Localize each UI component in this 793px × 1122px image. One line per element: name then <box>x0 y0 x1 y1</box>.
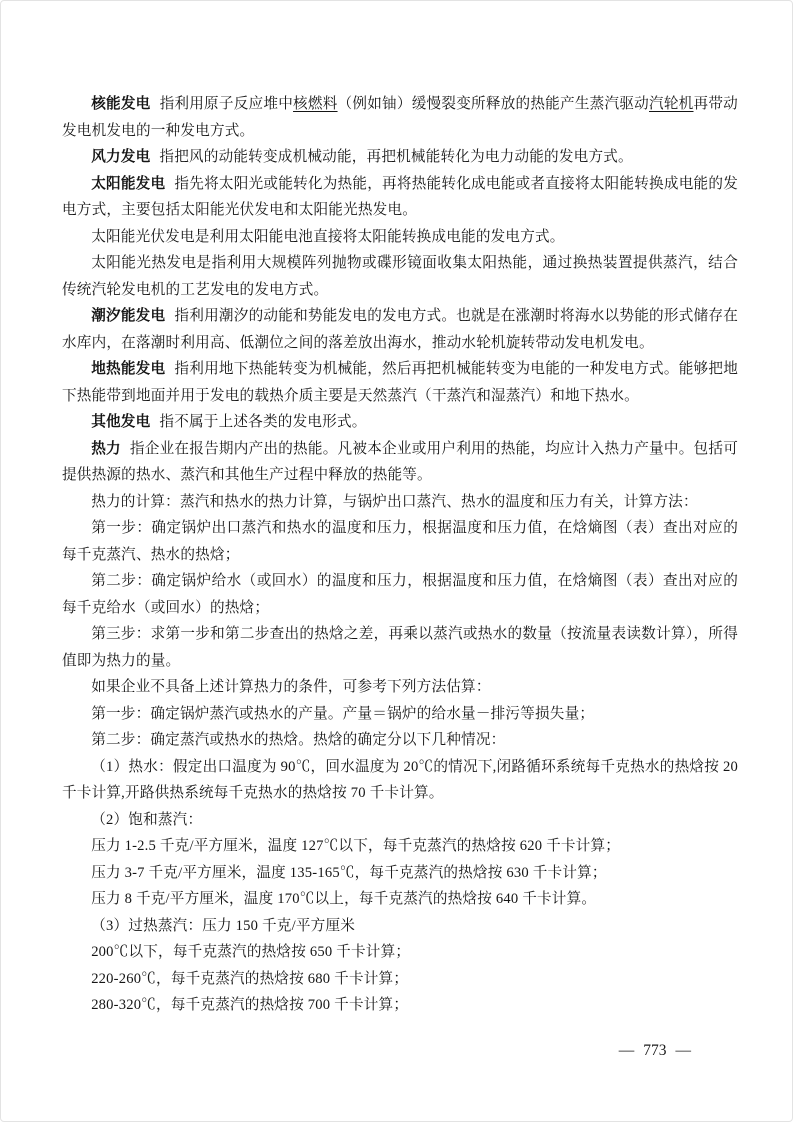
paragraph <box>62 224 738 251</box>
paragraph <box>62 303 738 356</box>
paragraph <box>62 939 738 966</box>
paragraph <box>62 91 738 144</box>
underlined-text: 汽轮机 <box>649 96 694 112</box>
term-bold: 潮汐能发电 <box>91 308 166 324</box>
paragraph <box>62 356 738 409</box>
paragraph <box>62 436 738 489</box>
paragraph <box>62 860 738 887</box>
body-text: 再带动发电机发电的一种发电方式。 <box>62 96 738 139</box>
paragraph <box>62 144 738 171</box>
body-text: 第一步：确定锅炉出口蒸汽和热水的温度和压力，根据温度和压力值，在焓熵图（表）查出对应的每千克蒸汽、热水的热焓； <box>62 520 738 563</box>
paragraph <box>62 833 738 860</box>
paragraph <box>62 992 738 1019</box>
paragraph <box>62 674 738 701</box>
body-text: 指利用地下热能转变为机械能，然后再把机械能转变为电能的一种发电方式。能够把地下热能带到地面并用于发电的载热介质主要是天然蒸汽（干蒸汽和湿蒸汽）和地下热水。 <box>62 361 738 404</box>
footer-left-dash: — <box>618 1042 635 1059</box>
body-text: 200℃以下，每千克蒸汽的热焓按 650 千卡计算； <box>91 944 411 960</box>
body-text: 第一步：确定锅炉蒸汽或热水的产量。产量＝锅炉的给水量－排污等损失量； <box>91 705 595 722</box>
body-text: 第二步：确定锅炉给水（或回水）的温度和压力，根据温度和压力值，在焓熵图（表）查出对应的每千克给水（或回水）的热焓； <box>62 573 738 616</box>
paragraph <box>62 966 738 993</box>
paragraph <box>62 913 738 940</box>
body-text: 压力 3-7 千克/平方厘米，温度 135-165℃，每千克蒸汽的热焓按 630 千卡计算； <box>91 864 607 881</box>
paragraph <box>62 886 738 913</box>
paragraph <box>62 489 738 516</box>
body-text: 热力的计算：蒸汽和热水的热力计算，与锅炉出口蒸汽、热水的温度和压力有关，计算方法： <box>91 493 698 510</box>
page-footer <box>610 1041 700 1061</box>
paragraph <box>62 568 738 621</box>
body-text: 如果企业不具备上述计算热力的条件，可参考下列方法估算： <box>91 679 491 695</box>
body-text: （1）热水：假定出口温度为 90℃，回水温度为 20℃的情况下,闭路循环系统每千克热水的热焓按 20 千卡计算,开路供热系统每千克热水的热焓按 70 千卡计算。 <box>62 758 742 801</box>
body-text: （3）过热蒸汽：压力 150 千克/平方厘米 <box>91 917 356 934</box>
body-text: 指把风的动能转变成机械动能，再把机械能转化为电力动能的发电方式。 <box>159 149 633 165</box>
body-text: 压力 8 千克/平方厘米，温度 170℃以上，每千克蒸汽的热焓按 640 千卡计算。 <box>91 891 597 907</box>
body-text: 指不属于上述各类的发电形式。 <box>159 414 367 430</box>
document-body <box>62 91 742 1019</box>
term-bold: 核能发电 <box>91 96 151 112</box>
body-text: 指企业在报告期内产出的热能。凡被本企业或用户利用的热能，均应计入热力产量中。包括可提供热源的热水、蒸汽和其他生产过程中释放的热能等。 <box>62 440 738 483</box>
body-text: 第三步：求第一步和第二步查出的热焓之差，再乘以蒸汽或热水的数量（按流量表读数计算），所得值即为热力的量。 <box>62 626 738 669</box>
body-text: 压力 1-2.5 千克/平方厘米，温度 127℃以下，每千克蒸汽的热焓按 620 千卡计算； <box>91 838 621 854</box>
term-bold: 风力发电 <box>91 149 151 165</box>
underlined-text: 核燃料 <box>293 96 338 112</box>
body-text: 指利用原子反应堆中 <box>159 96 294 112</box>
paragraph <box>62 409 738 436</box>
body-text: 220-260℃，每千克蒸汽的热焓按 680 千卡计算； <box>91 970 409 987</box>
paragraph <box>62 621 738 674</box>
paragraph <box>62 515 738 568</box>
term-bold: 其他发电 <box>91 414 151 430</box>
paragraph <box>62 250 738 303</box>
body-text: 280-320℃，每千克蒸汽的热焓按 700 千卡计算； <box>91 997 409 1013</box>
body-text: （例如铀）缓慢裂变所释放的热能产生蒸汽驱动 <box>337 96 650 112</box>
body-text: 第二步：确定蒸汽或热水的热焓。热焓的确定分以下几种情况： <box>91 732 506 748</box>
term-bold: 热力 <box>91 440 121 457</box>
paragraph <box>62 807 738 834</box>
paragraph <box>62 727 738 754</box>
body-text: 太阳能光热发电是指利用大规模阵列抛物或碟形镜面收集太阳热能，通过换热装置提供蒸汽，结合传统汽轮发电机的工艺发电的发电方式。 <box>62 255 738 298</box>
paragraph <box>62 171 738 224</box>
body-text: 指利用潮汐的动能和势能发电的发电方式。也就是在涨潮时将海水以势能的形式储存在水库内，在落潮时利用高、低潮位之间的落差放出海水，推动水轮机旋转带动发电机发电。 <box>62 308 738 351</box>
term-bold: 地热能发电 <box>91 361 166 377</box>
paragraph <box>62 754 742 807</box>
page-number: 773 <box>643 1042 667 1059</box>
paragraph <box>62 701 738 728</box>
body-text: 指先将太阳光或能转化为热能，再将热能转化成电能或者直接将太阳能转换成电能的发电方式，主要包括太阳能光伏发电和太阳能光热发电。 <box>62 175 738 218</box>
term-bold: 太阳能发电 <box>91 175 166 192</box>
body-text: 太阳能光伏发电是利用太阳能电池直接将太阳能转换成电能的发电方式。 <box>91 228 565 245</box>
body-text: （2）饱和蒸汽： <box>91 811 203 828</box>
footer-right-dash: — <box>675 1042 691 1059</box>
